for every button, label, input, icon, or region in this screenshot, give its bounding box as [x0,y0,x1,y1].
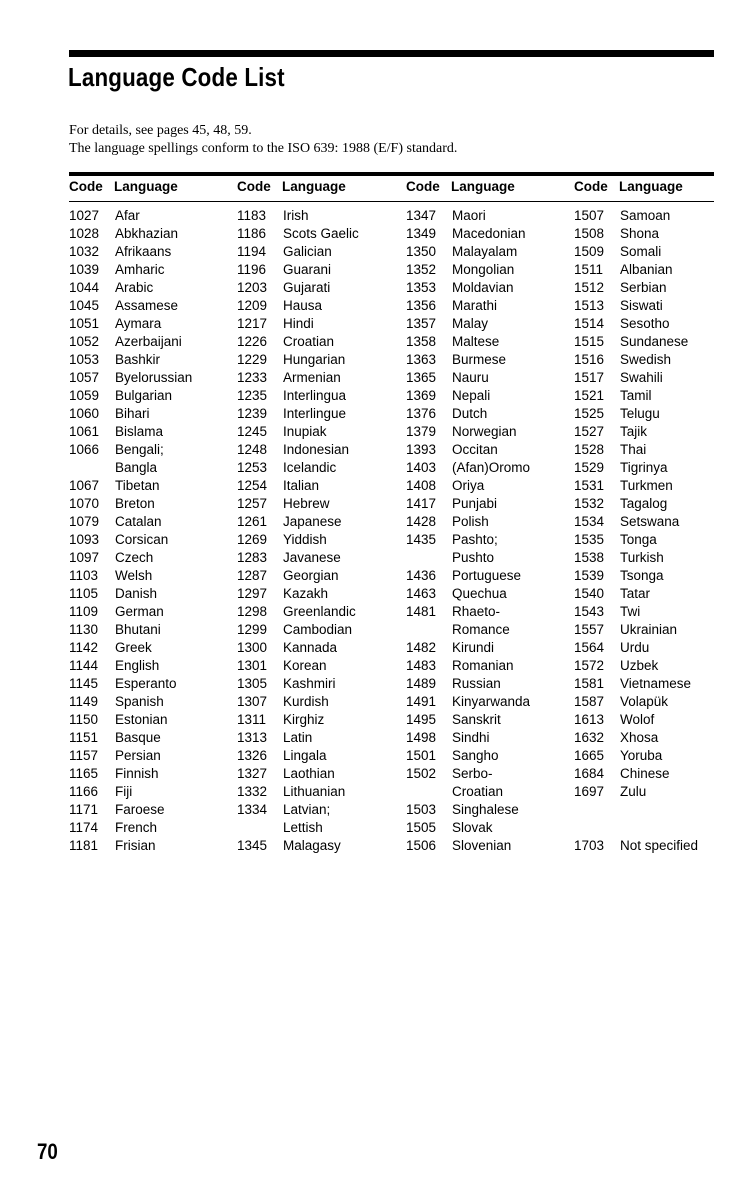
language-code: 1300 [237,640,268,655]
language-code: 1145 [69,676,99,691]
header-language: Language [451,179,515,194]
language-name: Tonga [620,532,657,547]
language-code: 1171 [69,802,99,817]
language-code: 1181 [69,838,99,853]
language-name: German [115,604,164,619]
language-name: Fiji [115,784,133,799]
language-code: 1517 [574,370,605,385]
language-name: Tamil [620,388,652,403]
language-code: 1233 [237,370,268,385]
language-name: Amharic [115,262,165,277]
language-code: 1463 [406,586,437,601]
language-code: 1150 [69,712,99,727]
language-name: Japanese [283,514,342,529]
language-name: Somali [620,244,662,259]
header-code: Code [69,179,103,194]
language-code: 1539 [574,568,605,583]
language-name: Afrikaans [115,244,172,259]
language-code: 1436 [406,568,437,583]
language-name: Tibetan [115,478,160,493]
header-code: Code [237,179,271,194]
language-code: 1186 [237,226,267,241]
language-code: 1257 [237,496,268,511]
language-name: Latvian; [283,802,331,817]
language-name: Latin [283,730,313,745]
language-name: Arabic [115,280,154,295]
language-name: Ukrainian [620,622,678,637]
language-name: Slovenian [452,838,512,853]
language-code: 1503 [406,802,437,817]
language-code: 1353 [406,280,437,295]
language-name: Russian [452,676,501,691]
language-name: Frisian [115,838,156,853]
language-code: 1481 [406,604,437,619]
language-code: 1534 [574,514,605,529]
language-name: Moldavian [452,280,514,295]
language-name: Bashkir [115,352,161,367]
language-name: Dutch [452,406,488,421]
language-name: Finnish [115,766,159,781]
language-code: 1239 [237,406,268,421]
language-code: 1684 [574,766,605,781]
language-code: 1261 [237,514,268,529]
language-name: Maori [452,208,486,223]
language-code: 1535 [574,532,605,547]
language-name: Welsh [115,568,153,583]
language-code: 1613 [574,712,605,727]
language-name: Armenian [283,370,341,385]
language-name: Tajik [620,424,648,439]
language-name: Yiddish [283,532,327,547]
language-name: Scots Gaelic [283,226,359,241]
language-name: Volapük [620,694,669,709]
language-code: 1538 [574,550,605,565]
language-name: Oriya [452,478,485,493]
language-code: 1044 [69,280,100,295]
language-name: Turkish [620,550,664,565]
language-name: Abkhazian [115,226,179,241]
language-code: 1345 [237,838,268,853]
language-code: 1531 [574,478,605,493]
language-code: 1540 [574,586,605,601]
language-name: Bislama [115,424,164,439]
language-code: 1352 [406,262,437,277]
language-code: 1165 [69,766,99,781]
language-name: Danish [115,586,158,601]
language-code: 1053 [69,352,100,367]
language-name: Zulu [620,784,647,799]
language-name: Hungarian [283,352,346,367]
language-name: Albanian [620,262,673,277]
language-code: 1027 [69,208,100,223]
language-code: 1105 [69,586,99,601]
language-name: Interlingue [283,406,347,421]
language-name: Malayalam [452,244,518,259]
language-code: 1564 [574,640,605,655]
language-code: 1149 [69,694,99,709]
language-name: Burmese [452,352,507,367]
language-code: 1697 [574,784,605,799]
language-code: 1327 [237,766,268,781]
language-code: 1151 [69,730,99,745]
language-name: Kashmiri [283,676,336,691]
language-code: 1532 [574,496,605,511]
language-name: Not specified [620,838,699,853]
language-code: 1349 [406,226,437,241]
language-name: Sindhi [452,730,490,745]
language-name: Hausa [283,298,323,313]
header-code: Code [574,179,608,194]
language-code: 1203 [237,280,268,295]
language-name: Hebrew [283,496,330,511]
language-name: Corsican [115,532,169,547]
language-code: 1393 [406,442,437,457]
language-name: Javanese [283,550,341,565]
header-language: Language [282,179,346,194]
language-name: Bulgarian [115,388,173,403]
language-name: Macedonian [452,226,526,241]
language-code: 1505 [406,820,437,835]
language-name: Chinese [620,766,670,781]
language-code: 1513 [574,298,605,313]
language-name: Breton [115,496,155,511]
language-name: Slovak [452,820,493,835]
language-code: 1507 [574,208,605,223]
language-name: Kirghiz [283,712,325,727]
language-code: 1301 [237,658,268,673]
language-name: Croatian [283,334,335,349]
language-code: 1428 [406,514,437,529]
language-name: Kazakh [283,586,329,601]
language-name: Laothian [283,766,335,781]
page-number: 70 [37,1139,58,1164]
language-name: Nepali [452,388,491,403]
language-name: Urdu [620,640,650,655]
language-name: Kannada [283,640,338,655]
language-code: 1097 [69,550,100,565]
language-code: 1369 [406,388,437,403]
language-name: Romanian [452,658,514,673]
language-name: Estonian [115,712,168,727]
language-code: 1509 [574,244,605,259]
language-code: 1379 [406,424,437,439]
language-name: Malagasy [283,838,341,853]
language-name: Italian [283,478,320,493]
language-name: Azerbaijani [115,334,182,349]
language-code: 1525 [574,406,605,421]
language-name: Mongolian [452,262,515,277]
language-name: Turkmen [620,478,673,493]
language-name: Greenlandic [283,604,356,619]
language-code: 1209 [237,298,268,313]
language-code: 1403 [406,460,437,475]
language-name: Serbo- [452,766,493,781]
language-name: Indonesian [283,442,350,457]
language-name: Lingala [283,748,327,763]
language-code: 1248 [237,442,268,457]
language-code: 1061 [69,424,100,439]
language-name: Spanish [115,694,164,709]
language-code: 1347 [406,208,437,223]
language-name: Polish [452,514,489,529]
language-code: 1514 [574,316,605,331]
language-code: 1305 [237,676,268,691]
language-code: 1166 [69,784,99,799]
language-name: Twi [620,604,641,619]
language-name: Hindi [283,316,314,331]
language-name: Irish [283,208,309,223]
language-code: 1435 [406,532,437,547]
language-code: 1581 [574,676,605,691]
language-name: Uzbek [620,658,659,673]
language-code: 1217 [237,316,268,331]
language-code: 1521 [574,388,605,403]
language-name: Persian [115,748,161,763]
language-code: 1028 [69,226,100,241]
language-name: Icelandic [283,460,337,475]
language-name: Marathi [452,298,498,313]
language-name: Occitan [452,442,498,457]
language-code: 1557 [574,622,605,637]
header-code: Code [406,179,440,194]
language-name: (Afan)Oromo [452,460,531,475]
language-name: Lettish [283,820,323,835]
header-rule [69,201,714,202]
table-top-rule [69,172,714,176]
language-code: 1235 [237,388,268,403]
language-code: 1417 [406,496,437,511]
language-name: Esperanto [115,676,177,691]
language-name: Romance [452,622,510,637]
language-name: Sanskrit [452,712,501,727]
language-name: Cambodian [283,622,353,637]
language-name: Rhaeto- [452,604,501,619]
language-code: 1079 [69,514,100,529]
language-code: 1174 [69,820,99,835]
language-code: 1059 [69,388,100,403]
language-code: 1363 [406,352,437,367]
language-name: Wolof [620,712,655,727]
language-code: 1254 [237,478,268,493]
language-code: 1057 [69,370,100,385]
language-name: Vietnamese [620,676,692,691]
top-rule [69,50,714,57]
language-name: Telugu [620,406,660,421]
language-name: Yoruba [620,748,663,763]
language-name: Kurdish [283,694,329,709]
language-name: Interlingua [283,388,347,403]
table-header [0,179,748,199]
language-code: 1313 [237,730,268,745]
language-name: Basque [115,730,161,745]
language-code: 1572 [574,658,605,673]
language-name: Tatar [620,586,651,601]
language-name: Inupiak [283,424,327,439]
language-code: 1298 [237,604,268,619]
language-code: 1229 [237,352,268,367]
language-name: Guarani [283,262,332,277]
language-name: Pushto [452,550,495,565]
language-code: 1508 [574,226,605,241]
language-name: Nauru [452,370,489,385]
language-name: Georgian [283,568,339,583]
language-code: 1495 [406,712,437,727]
language-code: 1039 [69,262,100,277]
language-code: 1144 [69,658,99,673]
language-name: Quechua [452,586,507,601]
language-code: 1045 [69,298,100,313]
language-code: 1066 [69,442,100,457]
language-name: Czech [115,550,154,565]
language-name: Afar [115,208,140,223]
language-code: 1357 [406,316,437,331]
language-code: 1703 [574,838,605,853]
language-name: Swahili [620,370,663,385]
header-language: Language [114,179,178,194]
language-code: 1489 [406,676,437,691]
language-code: 1194 [237,244,267,259]
language-code: 1196 [237,262,267,277]
language-name: Gujarati [283,280,331,295]
intro-line-1: For details, see pages 45, 48, 59. [69,123,252,138]
language-code: 1032 [69,244,100,259]
language-name: French [115,820,158,835]
language-code: 1287 [237,568,268,583]
language-code: 1103 [69,568,99,583]
header-language: Language [619,179,683,194]
language-name: Setswana [620,514,680,529]
language-code: 1332 [237,784,268,799]
language-code: 1491 [406,694,437,709]
language-name: Bihari [115,406,150,421]
language-name: Tigrinya [620,460,668,475]
language-code: 1408 [406,478,437,493]
language-name: Lithuanian [283,784,346,799]
page-title: Language Code List [68,62,285,92]
language-code: 1482 [406,640,437,655]
language-code: 1512 [574,280,605,295]
language-name: Faroese [115,802,165,817]
language-code: 1483 [406,658,437,673]
language-name: Portuguese [452,568,522,583]
language-code: 1528 [574,442,605,457]
language-code: 1665 [574,748,605,763]
language-code: 1093 [69,532,100,547]
language-code: 1501 [406,748,437,763]
intro-line-2: The language spellings conform to the ISO 639: 1988 (E/F) standard. [69,141,458,156]
language-code: 1157 [69,748,99,763]
language-name: Sundanese [620,334,689,349]
language-code: 1587 [574,694,605,709]
language-code: 1527 [574,424,605,439]
language-name: Korean [283,658,327,673]
language-name: Kinyarwanda [452,694,531,709]
language-name: Catalan [115,514,162,529]
language-name: Bengali; [115,442,164,457]
language-code: 1051 [69,316,100,331]
language-name: Punjabi [452,496,498,511]
language-code: 1356 [406,298,437,313]
language-name: Assamese [115,298,179,313]
language-code: 1358 [406,334,437,349]
language-code: 1245 [237,424,268,439]
language-name: Samoan [620,208,671,223]
language-code: 1350 [406,244,437,259]
language-code: 1498 [406,730,437,745]
language-name: Siswati [620,298,663,313]
language-name: Serbian [620,280,667,295]
language-code: 1311 [237,712,267,727]
language-code: 1060 [69,406,100,421]
language-code: 1516 [574,352,605,367]
language-name: Thai [620,442,647,457]
language-name: Maltese [452,334,500,349]
language-code: 1297 [237,586,268,601]
language-name: Kirundi [452,640,495,655]
language-code: 1307 [237,694,268,709]
language-code: 1529 [574,460,605,475]
intro-text [69,122,457,158]
language-name: Galician [283,244,332,259]
language-code: 1130 [69,622,99,637]
language-name: Tagalog [620,496,668,511]
language-code: 1632 [574,730,605,745]
language-code: 1226 [237,334,268,349]
language-code: 1299 [237,622,268,637]
language-code: 1283 [237,550,268,565]
language-name: Singhalese [452,802,519,817]
language-code: 1326 [237,748,268,763]
language-code: 1543 [574,604,605,619]
language-name: English [115,658,160,673]
language-code: 1502 [406,766,437,781]
language-name: Tsonga [620,568,664,583]
language-name: Greek [115,640,152,655]
language-name: Byelorussian [115,370,193,385]
language-code: 1109 [69,604,99,619]
language-name: Swedish [620,352,672,367]
language-code: 1334 [237,802,268,817]
language-name: Bhutani [115,622,161,637]
language-name: Shona [620,226,660,241]
language-code: 1142 [69,640,99,655]
language-code: 1183 [237,208,267,223]
language-code: 1515 [574,334,605,349]
language-name: Sangho [452,748,499,763]
language-name: Croatian [452,784,504,799]
language-code: 1067 [69,478,100,493]
language-name: Bangla [115,460,158,475]
language-code: 1052 [69,334,100,349]
language-code: 1376 [406,406,437,421]
language-name: Xhosa [620,730,659,745]
language-code: 1365 [406,370,437,385]
language-code: 1511 [574,262,604,277]
language-name: Malay [452,316,489,331]
language-name: Norwegian [452,424,517,439]
language-code: 1506 [406,838,437,853]
language-code: 1269 [237,532,268,547]
language-name: Aymara [115,316,162,331]
language-code: 1253 [237,460,268,475]
language-name: Sesotho [620,316,670,331]
language-name: Pashto; [452,532,498,547]
language-code: 1070 [69,496,100,511]
